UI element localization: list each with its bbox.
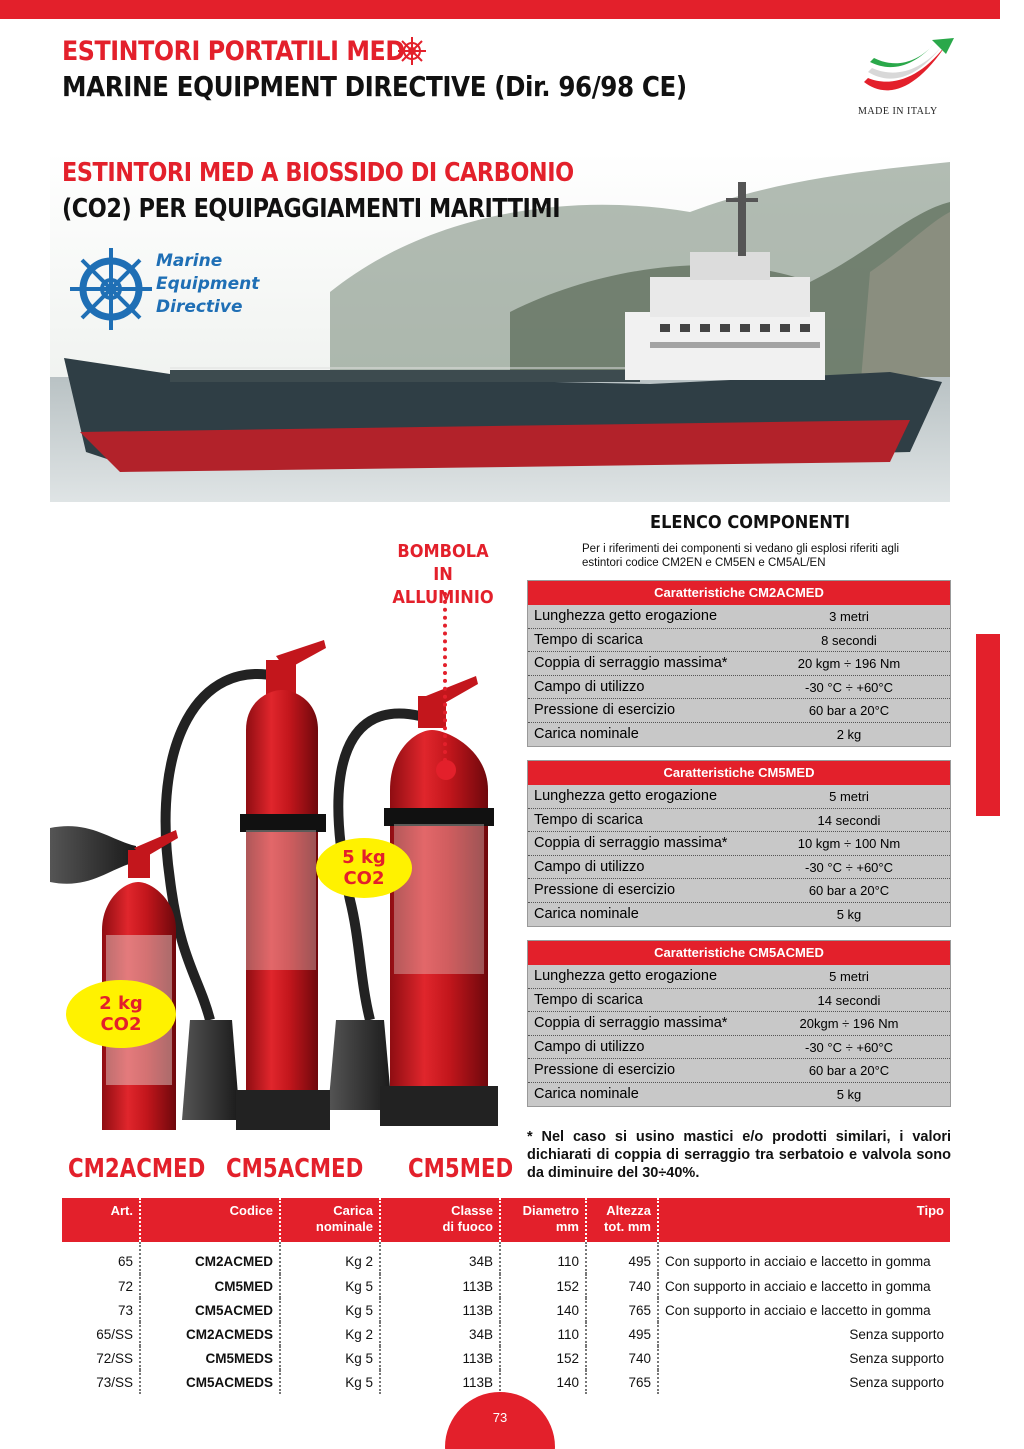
cell-codice: CM5MEDS xyxy=(140,1346,280,1370)
cell-codice: CM5ACMEDS xyxy=(140,1370,280,1394)
spec-row xyxy=(528,879,950,903)
cell-tipo: Con supporto in acciaio e laccetto in gomma xyxy=(665,1302,931,1318)
spec-value: -30 °C ÷ +60°C xyxy=(805,679,893,695)
spec-table-head: Caratteristiche CM2ACMED xyxy=(528,581,950,605)
spec-table-cm2acmed xyxy=(527,580,951,747)
spec-value: 5 kg xyxy=(836,1086,862,1102)
spec-key: Tempo di scarica xyxy=(534,991,643,1008)
cell-diametro: 110 xyxy=(500,1242,586,1274)
spec-key: Coppia di serraggio massima* xyxy=(534,835,728,851)
cell-codice: CM5ACMED xyxy=(140,1298,280,1322)
extinguishers-photo xyxy=(50,600,520,1160)
table-row xyxy=(62,1346,950,1370)
cell-art: 72 xyxy=(62,1274,140,1298)
page-number: 73 xyxy=(445,1392,555,1449)
spec-value: 5 kg xyxy=(836,906,862,922)
header-tipo: Tipo xyxy=(658,1198,950,1242)
spec-value: 20 kgm ÷ 196 Nm xyxy=(797,656,901,671)
cell-art: 73 xyxy=(62,1298,140,1322)
callout-dotted-line xyxy=(443,592,447,770)
table-header-row xyxy=(62,1198,950,1242)
spec-key: Carica nominale xyxy=(534,1085,639,1102)
bubble-5kg: 5 kg CO2 xyxy=(316,838,412,898)
spec-value: 14 secondi xyxy=(817,812,881,828)
callout-dot xyxy=(436,760,456,780)
cell-classe: 113B xyxy=(380,1370,500,1394)
spec-key: Coppia di serraggio massima* xyxy=(534,1015,728,1031)
spec-value: 8 secondi xyxy=(821,632,877,648)
spec-row xyxy=(528,1012,950,1036)
italy-flag-swoosh-logo xyxy=(862,38,956,102)
spec-key: Pressione di esercizio xyxy=(534,702,676,718)
cell-classe: 113B xyxy=(380,1274,500,1298)
spec-row xyxy=(528,1036,950,1060)
cell-classe: 113B xyxy=(380,1298,500,1322)
spec-table-head: Caratteristiche CM5MED xyxy=(528,761,950,785)
spec-row xyxy=(528,1059,950,1083)
cell-diametro: 140 xyxy=(500,1298,586,1322)
spec-value: 5 metri xyxy=(829,969,869,984)
cell-altezza: 765 xyxy=(586,1370,658,1394)
spec-row xyxy=(528,629,950,653)
page-title-red: ESTINTORI PORTATILI MED xyxy=(62,36,405,67)
cell-carica: Kg 5 xyxy=(280,1346,380,1370)
cell-carica: Kg 5 xyxy=(280,1370,380,1394)
cell-carica: Kg 2 xyxy=(280,1242,380,1274)
side-tab xyxy=(976,634,1000,816)
table-row xyxy=(62,1322,950,1346)
cell-tipo: Con supporto in acciaio e laccetto in gomma xyxy=(665,1278,931,1294)
cell-classe: 34B xyxy=(380,1322,500,1346)
spec-key: Lunghezza getto erogazione xyxy=(534,608,718,624)
header-diametro: Diametro mm xyxy=(500,1198,586,1242)
product-label-cm5acmed: CM5ACMED xyxy=(226,1154,364,1184)
spec-key: Tempo di scarica xyxy=(534,811,643,828)
spec-row xyxy=(528,1083,950,1107)
spec-key: Tempo di scarica xyxy=(534,631,643,648)
footnote: * Nel caso si usino mastici e/o prodotti similari, i valori dichiarati di coppia di serraggio tra serbatoio e valvola sono da diminuire del 30÷40%. xyxy=(527,1129,951,1181)
cell-altezza: 495 xyxy=(586,1322,658,1346)
header-altezza: Altezza tot. mm xyxy=(586,1198,658,1242)
components-title: ELENCO COMPONENTI xyxy=(650,512,851,533)
spec-value: 60 bar a 20°C xyxy=(808,883,890,898)
made-in-italy-label: MADE IN ITALY xyxy=(858,106,938,117)
table-row xyxy=(62,1242,950,1274)
product-label-cm5med: CM5MED xyxy=(408,1154,514,1184)
cell-altezza: 495 xyxy=(586,1242,658,1274)
cell-diametro: 110 xyxy=(500,1322,586,1346)
table-row xyxy=(62,1370,950,1394)
spec-table-head: Caratteristiche CM5ACMED xyxy=(528,941,950,965)
cell-codice: CM5MED xyxy=(140,1274,280,1298)
header-art: Art. xyxy=(62,1198,140,1242)
bombola-label: BOMBOLA IN ALLUMINIO xyxy=(392,541,494,608)
cell-classe: 34B xyxy=(380,1242,500,1274)
spec-value: 3 metri xyxy=(829,609,869,624)
ship-wheel-icon xyxy=(397,36,427,66)
med-ship-wheel-logo xyxy=(66,244,156,334)
spec-key: Coppia di serraggio massima* xyxy=(534,655,728,671)
spec-key: Campo di utilizzo xyxy=(534,1038,645,1055)
section-title-red: ESTINTORI MED A BIOSSIDO DI CARBONIO xyxy=(62,158,574,188)
header-carica: Carica nominale xyxy=(280,1198,380,1242)
cell-carica: Kg 5 xyxy=(280,1274,380,1298)
cell-altezza: 740 xyxy=(586,1346,658,1370)
cell-classe: 113B xyxy=(380,1346,500,1370)
spec-row xyxy=(528,676,950,700)
top-bar xyxy=(0,0,1000,19)
spec-key: Campo di utilizzo xyxy=(534,678,645,695)
cell-tipo: Senza supporto xyxy=(849,1374,944,1390)
spec-row xyxy=(528,856,950,880)
spec-value: -30 °C ÷ +60°C xyxy=(805,859,893,875)
cell-art: 73/SS xyxy=(62,1370,140,1394)
spec-key: Pressione di esercizio xyxy=(534,1062,676,1078)
page-title-black: MARINE EQUIPMENT DIRECTIVE (Dir. 96/98 CE) xyxy=(62,70,687,103)
cell-diametro: 152 xyxy=(500,1346,586,1370)
spec-value: -30 °C ÷ +60°C xyxy=(805,1039,893,1055)
spec-row xyxy=(528,965,950,989)
cell-diametro: 152 xyxy=(500,1274,586,1298)
spec-value: 5 metri xyxy=(829,789,869,804)
spec-value: 10 kgm ÷ 100 Nm xyxy=(797,836,901,851)
bubble-2kg: 2 kg CO2 xyxy=(66,980,176,1048)
spec-row xyxy=(528,605,950,629)
med-logo-text: Marine Equipment Directive xyxy=(156,251,260,317)
spec-row xyxy=(528,903,950,927)
spec-row xyxy=(528,785,950,809)
section-title-black: (CO2) PER EQUIPAGGIAMENTI MARITTIMI xyxy=(62,194,561,224)
spec-row xyxy=(528,809,950,833)
table-row xyxy=(62,1274,950,1298)
header-classe: Classe di fuoco xyxy=(380,1198,500,1242)
spec-table-cm5med xyxy=(527,760,951,927)
header-codice: Codice xyxy=(140,1198,280,1242)
spec-row xyxy=(528,652,950,676)
cell-codice: CM2ACMED xyxy=(140,1242,280,1274)
spec-row xyxy=(528,989,950,1013)
spec-key: Campo di utilizzo xyxy=(534,858,645,875)
cell-tipo: Senza supporto xyxy=(849,1350,944,1366)
cell-altezza: 740 xyxy=(586,1274,658,1298)
cell-diametro: 140 xyxy=(500,1370,586,1394)
cell-altezza: 765 xyxy=(586,1298,658,1322)
spec-table-cm5acmed xyxy=(527,940,951,1107)
spec-key: Lunghezza getto erogazione xyxy=(534,788,718,804)
spec-value: 60 bar a 20°C xyxy=(808,1063,890,1078)
catalog-table xyxy=(62,1198,950,1394)
table-row xyxy=(62,1298,950,1322)
spec-key: Carica nominale xyxy=(534,905,639,922)
spec-value: 14 secondi xyxy=(817,992,881,1008)
cell-carica: Kg 5 xyxy=(280,1298,380,1322)
spec-key: Lunghezza getto erogazione xyxy=(534,968,718,984)
spec-value: 60 bar a 20°C xyxy=(808,703,890,718)
spec-value: 2 kg xyxy=(836,726,862,742)
cell-tipo: Senza supporto xyxy=(849,1326,944,1342)
components-note: Per i riferimenti dei componenti si vedano gli esplosi riferiti agli estintori codice CM2EN e CM5EN e CM5AL/EN xyxy=(582,543,900,569)
spec-key: Carica nominale xyxy=(534,725,639,742)
cell-art: 65 xyxy=(62,1242,140,1274)
spec-key: Pressione di esercizio xyxy=(534,882,676,898)
spec-row xyxy=(528,699,950,723)
cell-tipo: Con supporto in acciaio e laccetto in gomma xyxy=(665,1253,931,1269)
spec-row xyxy=(528,832,950,856)
cell-codice: CM2ACMEDS xyxy=(140,1322,280,1346)
cell-carica: Kg 2 xyxy=(280,1322,380,1346)
cell-art: 72/SS xyxy=(62,1346,140,1370)
spec-value: 20kgm ÷ 196 Nm xyxy=(799,1016,899,1031)
product-label-cm2acmed: CM2ACMED xyxy=(68,1154,206,1184)
cell-art: 65/SS xyxy=(62,1322,140,1346)
spec-row xyxy=(528,723,950,747)
